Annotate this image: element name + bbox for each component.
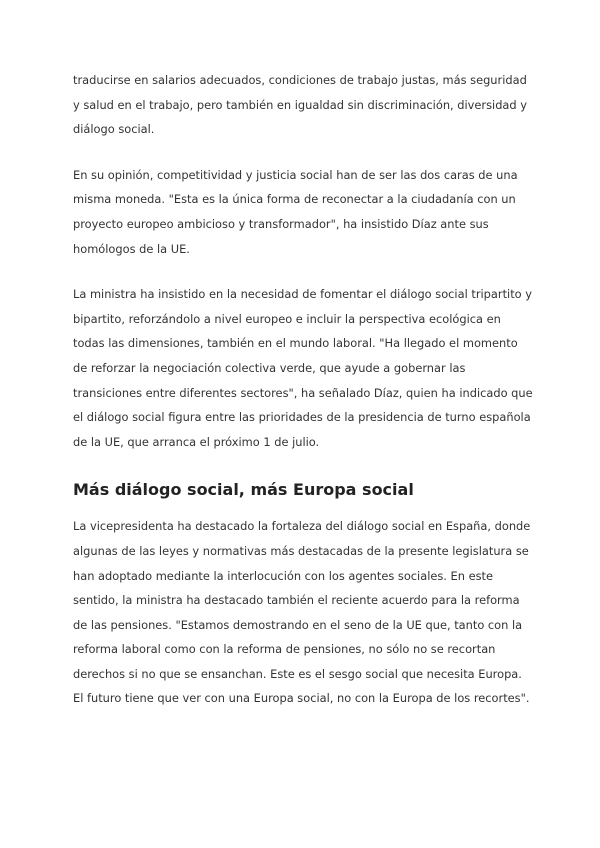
paragraph-2: En su opinión, competitividad y justicia social han de ser las dos caras de una misma moneda. "Esta es la única forma de reconectar a la ciudadanía con un proyecto europeo ambicioso y transformador", ha insistido Díaz ante sus homólogos de la UE. <box>73 167 518 256</box>
paragraph-4: La vicepresidenta ha destacado la fortaleza del diálogo social en España, donde algunas de las leyes y normativas más destacadas de la presente legislatura se han adoptado mediante la interlocución con los agentes sociales. En este sentido, la ministra ha destacado también el reciente acuerdo para la reforma de las pensiones. "Estamos demostrando en el seno de la UE que, tanto con la reforma laboral como con la reforma de pensiones, no sólo no se recortan derechos si no que se ensanchan. Este es el sesgo social que necesita Europa. El futuro tiene que ver con una Europa social, no con la Europa de los recortes". <box>73 519 531 706</box>
paragraph-3: La ministra ha insistido en la necesidad de fomentar el diálogo social tripartito y bipartito, reforzándolo a nivel europeo e incluir la perspectiva ecológica en todas las dimensiones, también en el mundo laboral. "Ha llegado el momento de reforzar la negociación colectiva verde, que ayude a gobernar las transiciones entre diferentes sectores", ha señalado Díaz, quien ha indicado que el diálogo social figura entre las prioridades de la presidencia de turno española de la UE, que arranca el próximo 1 de julio. <box>73 287 533 449</box>
document-page <box>73 68 533 711</box>
section-heading: Más diálogo social, más Europa social <box>73 480 414 500</box>
paragraph-1: traducirse en salarios adecuados, condiciones de trabajo justas, más seguridad y salud en el trabajo, pero también en igualdad sin discriminación, diversidad y diálogo social. <box>73 73 528 137</box>
